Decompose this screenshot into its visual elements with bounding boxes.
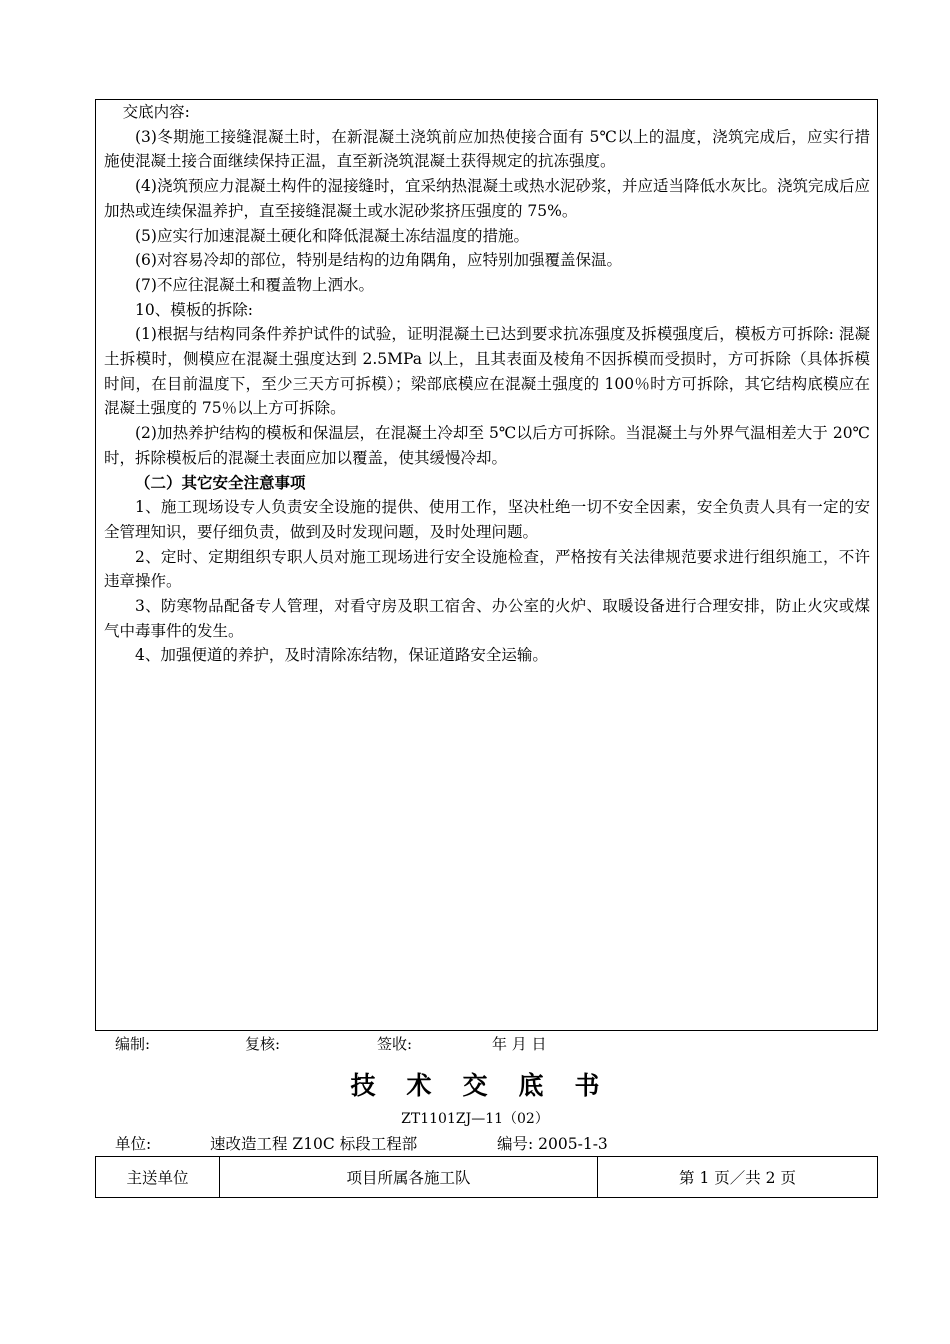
document-title: 技术交底书 xyxy=(350,1071,631,1100)
paragraph: (1)根据与结构同条件养护试件的试验，证明混凝土已达到要求抗冻强度及拆模强度后，模板方可拆除: 混凝土拆模时，侧模应在混凝土强度达到 2.5MPa 以上，且其表面及棱角不因拆模而受损时，方可拆除（具体拆模时间，在目前温度下，至少三天方可拆模）；梁部底模应在混凝土强度的 100％时方可拆除，其它结构底模应在混凝土强度的 75％以上方可拆除。 xyxy=(104,325,870,418)
compile-label: 编制: xyxy=(115,1035,151,1053)
content-heading: 交底内容: xyxy=(122,103,190,121)
page-count: 第 1 页／共 2 页 xyxy=(679,1169,796,1187)
date-label: 年 月 日 xyxy=(492,1035,547,1053)
content-box xyxy=(95,99,878,1031)
paragraph: (5)应实行加速混凝土硬化和降低混凝土冻结温度的措施。 xyxy=(135,226,529,245)
document-number: 编号: 2005-1-3 xyxy=(497,1135,608,1153)
recipient-table xyxy=(95,1156,878,1198)
review-label: 复核: xyxy=(245,1035,281,1053)
unit-label: 单位: xyxy=(115,1135,152,1153)
paragraph: (6)对容易冷却的部位，特别是结构的边角隅角，应特别加强覆盖保温。 xyxy=(135,251,622,270)
paragraph: (4)浇筑预应力混凝土构件的湿接缝时，宜采纳热混凝土或热水泥砂浆，并应适当降低水灰比。浇筑完成后应加热或连续保温养护，直至接缝混凝土或水泥砂浆挤压强度的 75%。 xyxy=(104,177,870,220)
paragraph: (3)冬期施工接缝混凝土时，在新混凝土浇筑前应加热使接合面有 5℃以上的温度，浇筑完成后，应实行措施使混凝土接合面继续保持正温，直至新浇筑混凝土获得规定的抗冻强度。 xyxy=(104,127,870,171)
receive-label: 签收: xyxy=(377,1035,413,1053)
paragraph: (2)加热养护结构的模板和保温层，在混凝土冷却至 5℃以后方可拆除。当混凝土与外界气温相差大于 20℃时，拆除模板后的混凝土表面应加以覆盖，使其缓慢冷却。 xyxy=(104,424,870,467)
recipient-label: 主送单位 xyxy=(96,1157,220,1197)
paragraph: (7)不应往混凝土和覆盖物上洒水。 xyxy=(135,275,374,294)
section-heading: （二）其它安全注意事项 xyxy=(135,472,306,492)
paragraph: 4、加强便道的养护，及时清除冻结物，保证道路安全运输。 xyxy=(135,646,548,665)
section-heading: 10、模板的拆除: xyxy=(135,300,253,319)
content-body xyxy=(104,100,870,668)
document-code: ZT1101ZJ—11（02） xyxy=(401,1111,549,1127)
paragraph: 1、施工现场设专人负责安全设施的提供、使用工作，坚决杜绝一切不安全因素，安全负责人具有一定的安全管理知识，要仔细负责，做到及时发现问题，及时处理问题。 xyxy=(104,498,870,541)
paragraph: 2、定时、定期组织专职人员对施工现场进行安全设施检查，严格按有关法律规范要求进行组织施工，不许违章操作。 xyxy=(104,547,870,591)
paragraph: 3、防寒物品配备专人管理，对看守房及职工宿舍、办公室的火炉、取暖设备进行合理安排，防止火灾或煤气中毒事件的发生。 xyxy=(104,597,870,640)
recipient-value: 项目所属各施工队 xyxy=(220,1157,598,1197)
unit-value: 速改造工程 Z10C 标段工程部 xyxy=(210,1135,418,1153)
